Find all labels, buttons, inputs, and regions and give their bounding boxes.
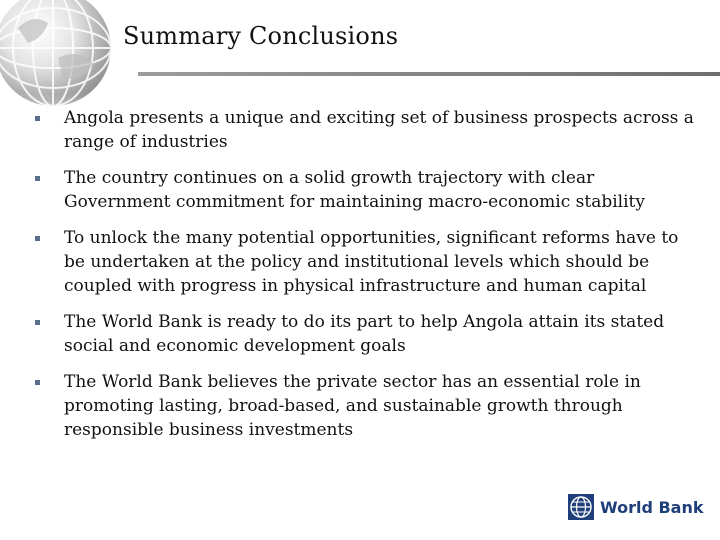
bullet-text: The country continues on a solid growth trajectory with clear Government commitment for maintaining macro-economic stability bbox=[64, 168, 645, 212]
bullet-marker bbox=[35, 380, 40, 385]
bullet-list bbox=[30, 106, 700, 454]
logo-text: World Bank bbox=[600, 497, 704, 517]
bullet-marker bbox=[35, 116, 40, 121]
list-item bbox=[30, 310, 700, 358]
list-item bbox=[30, 226, 700, 298]
bullet-text: To unlock the many potential opportunities, significant reforms have to be undertaken at the policy and institutional levels which should be coupled with progress in physical infrastructure and human capital bbox=[64, 228, 679, 296]
bullet-text: The World Bank is ready to do its part to help Angola attain its stated social and economic development goals bbox=[64, 312, 665, 356]
list-item bbox=[30, 166, 700, 214]
list-item bbox=[30, 370, 700, 442]
bullet-marker bbox=[35, 236, 40, 241]
bullet-text: Angola presents a unique and exciting set of business prospects across a range of industries bbox=[64, 108, 694, 152]
bullet-marker bbox=[35, 320, 40, 325]
page-title: Summary Conclusions bbox=[123, 22, 399, 50]
bullet-marker bbox=[35, 176, 40, 181]
world-bank-logo bbox=[568, 494, 704, 520]
world-bank-logo-icon bbox=[568, 494, 594, 520]
title-divider bbox=[138, 72, 720, 76]
bullet-text: The World Bank believes the private sector has an essential role in promoting lasting, broad-based, and sustainable growth through responsible business investments bbox=[64, 372, 641, 440]
list-item bbox=[30, 106, 700, 154]
